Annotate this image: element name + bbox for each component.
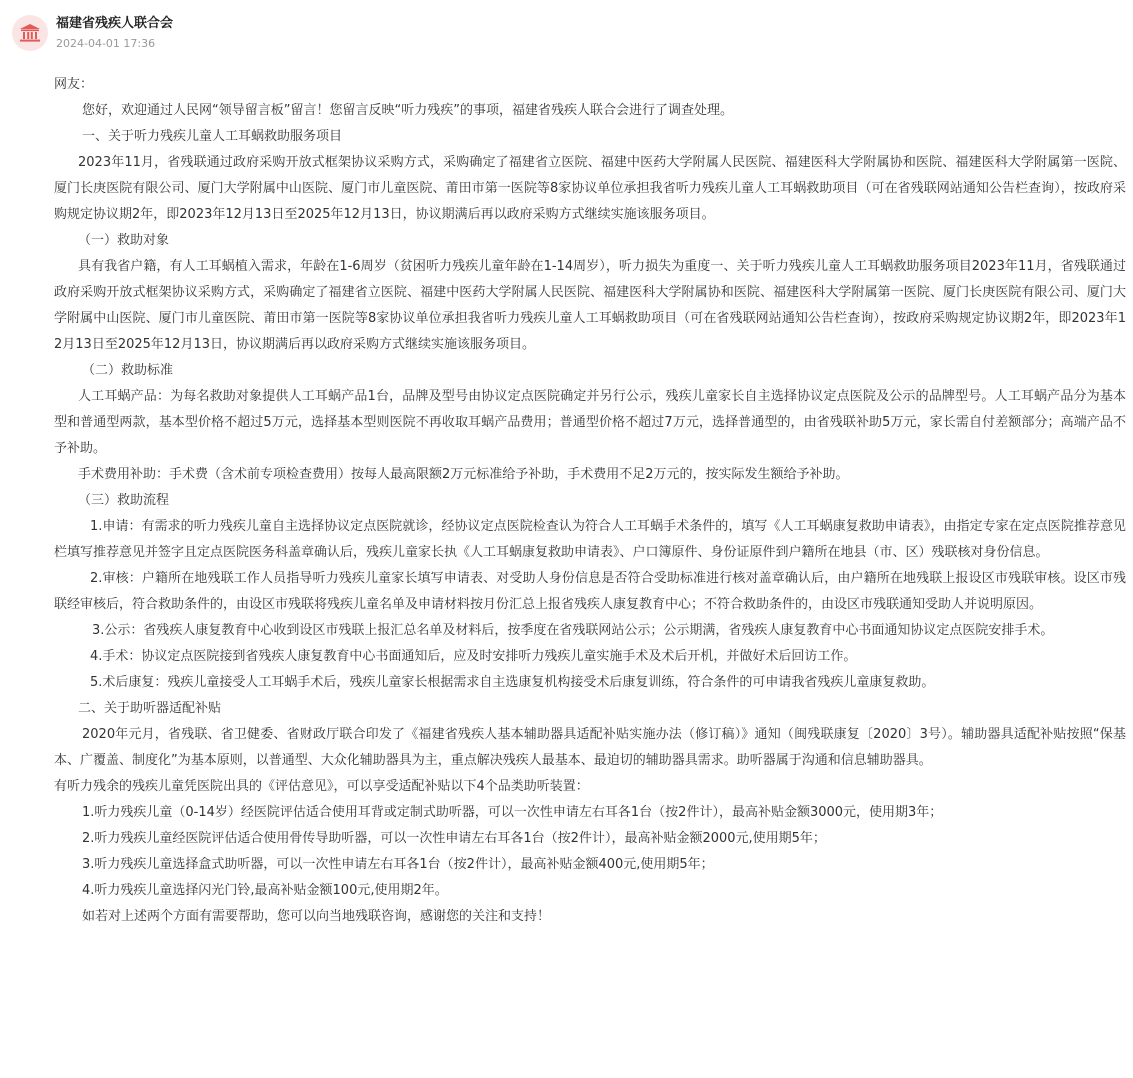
reply-content [54,72,1126,930]
procedure-step: 4.手术：协议定点医院接到省残疾人康复教育中心书面通知后，应及时安排听力残疾儿童实施手术及术后开机，并做好术后回访工作。 [90,649,857,664]
subsidy-item: 3.听力残疾儿童选择盒式助听器，可以一次性申请左右耳各1台（按2件计），最高补贴金额400元,使用期5年； [82,857,714,872]
org-name[interactable]: 福建省残疾人联合会 [56,15,174,31]
procedure-step: 1.申请：有需求的听力残疾儿童自主选择协议定点医院就诊，经协议定点医院检查认为符合人工耳蜗手术条件的，填写《人工耳蜗康复救助申请表》，由指定专家在定点医院推荐意见栏填写推荐意见并签字且定点医院医务科盖章确认后，残疾儿童家长执《人工耳蜗康复救助申请表》、户口簿原件、身份证原件到户籍所在地县（市、区）残联核对身份信息。 [54,519,1126,560]
reply-paragraph: 有听力残余的残疾儿童凭医院出具的《评估意见》，可以享受适配补贴以下4个品类助听装置： [54,779,589,794]
section-heading-hearing-aid: 二、关于助听器适配补贴 [78,701,222,716]
subsidy-item: 4.听力残疾儿童选择闪光门铃,最高补贴金额100元,使用期2年。 [82,883,448,898]
government-building-icon [19,23,41,43]
reply-paragraph: 2020年元月，省残联、省卫健委、省财政厅联合印发了《福建省残疾人基本辅助器具适配补贴实施办法（修订稿）》通知（闽残联康复〔2020〕3号）。辅助器具适配补贴按照“保基本、广覆盖、制度化”为基本原则，以普通型、大众化辅助器具为主，重点解决残疾人最基本、最迫切的辅助器具需求。助听器属于沟通和信息辅助器具。 [54,727,1126,768]
subsection-heading: （一）救助对象 [78,233,170,248]
header-text [56,15,173,52]
subsidy-item: 1.听力残疾儿童（0-14岁）经医院评估适合使用耳背或定制式助听器，可以一次性申请左右耳各1台（按2件计），最高补贴金额3000元，使用期3年； [82,805,943,820]
reply-paragraph: 人工耳蜗产品：为每名救助对象提供人工耳蜗产品1台，品牌及型号由协议定点医院确定并另行公示，残疾儿童家长自主选择协议定点医院及公示的品牌型号。人工耳蜗产品分为基本型和普通型两款，基本型价格不超过5万元，选择基本型则医院不再收取耳蜗产品费用；普通型价格不超过7万元，选择普通型的，由省残联补助5万元，家长需自付差额部分；高端产品不予补助。 [54,389,1126,456]
post-time: 2024-04-01 17:36 [56,36,156,50]
salutation: 网友： [54,77,94,92]
subsidy-item: 2.听力残疾儿童经医院评估适合使用骨传导助听器，可以一次性申请左右耳各1台（按2件计），最高补贴金额2000元,使用期5年； [82,831,826,846]
reply-paragraph: 手术费用补助：手术费（含术前专项检查费用）按每人最高限额2万元标准给予补助，手术费用不足2万元的，按实际发生额给予补助。 [78,467,849,482]
procedure-step: 3.公示：省残疾人康复教育中心收到设区市残联上报汇总名单及材料后，按季度在省残联网站公示；公示期满，省残疾人康复教育中心书面通知协议定点医院安排手术。 [92,623,1054,638]
reply-header [12,10,173,56]
section-heading-cochlear: 一、关于听力残疾儿童人工耳蜗救助服务项目 [82,129,343,144]
procedure-step: 2.审核：户籍所在地残联工作人员指导听力残疾儿童家长填写申请表、对受助人身份信息是否符合受助标准进行核对盖章确认后，由户籍所在地残联上报设区市残联审核。设区市残联经审核后，符合救助条件的，由设区市残联将残疾儿童名单及申请材料按月份汇总上报省残疾人康复教育中心；不符合救助条件的，由设区市残联通知受助人并说明原因。 [54,571,1126,612]
procedure-step: 5.术后康复：残疾儿童接受人工耳蜗手术后，残疾儿童家长根据需求自主选康复机构接受术后康复训练，符合条件的可申请我省残疾儿童康复救助。 [90,675,935,690]
subsection-heading: （三）救助流程 [78,493,170,508]
reply-paragraph: 具有我省户籍，有人工耳蜗植入需求，年龄在1-6周岁（贫困听力残疾儿童年龄在1-14周岁），听力损失为重度一、关于听力残疾儿童人工耳蜗救助服务项目2023年11月，省残联通过政府采购开放式框架协议采购方式，采购确定了福建省立医院、福建中医药大学附属人民医院、福建医科大学附属协和医院、福建医科大学附属第一医院、厦门长庚医院有限公司、厦门大学附属中山医院、厦门市儿童医院、莆田市第一医院等8家协议单位承担我省听力残疾儿童人工耳蜗救助项目（可在省残联网站通知公告栏查询），按政府采购规定协议期2年，即2023年12月13日至2025年12月13日，协议期满后再以政府采购方式继续实施该服务项目。 [54,259,1126,352]
reply-paragraph: 2023年11月，省残联通过政府采购开放式框架协议采购方式，采购确定了福建省立医院、福建中医药大学附属人民医院、福建医科大学附属协和医院、福建医科大学附属第一医院、厦门长庚医院有限公司、厦门大学附属中山医院、厦门市儿童医院、莆田市第一医院等8家协议单位承担我省听力残疾儿童人工耳蜗救助项目（可在省残联网站通知公告栏查询），按政府采购规定协议期2年，即2023年12月13日至2025年12月13日，协议期满后再以政府采购方式继续实施该服务项目。 [54,155,1126,222]
reply-paragraph-greeting: 您好，欢迎通过人民网“领导留言板”留言！您留言反映“听力残疾”的事项，福建省残疾人联合会进行了调查处理。 [82,103,733,118]
subsection-heading: （二）救助标准 [82,363,174,378]
avatar[interactable] [12,15,48,51]
closing-paragraph: 如若对上述两个方面有需要帮助，您可以向当地残联咨询，感谢您的关注和支持！ [82,909,551,924]
